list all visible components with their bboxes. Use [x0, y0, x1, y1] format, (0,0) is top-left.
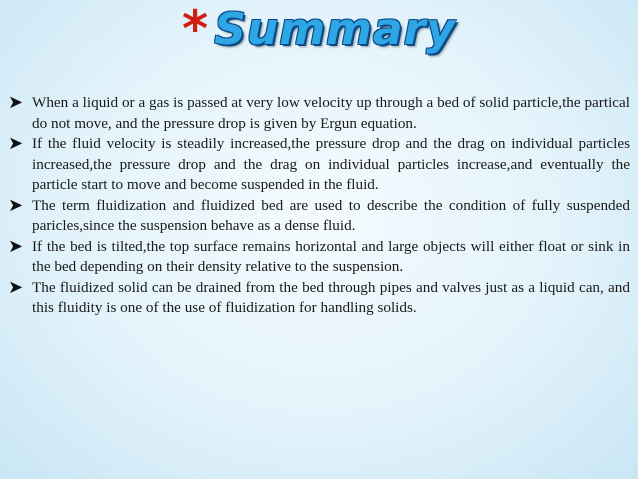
arrowhead-bullet-icon: ➤ — [8, 276, 24, 298]
slide-title-area — [0, 2, 638, 64]
bullet-text: The term fluidization and fluidized bed are used to describe the condition of fully suspended paricles,since the suspension behave as a dense fluid. — [32, 196, 630, 234]
title-star-icon: * — [182, 0, 209, 58]
slide-title: Summary — [214, 4, 456, 55]
arrowhead-bullet-icon: ➤ — [8, 133, 24, 154]
arrowhead-bullet-icon: ➤ — [8, 235, 24, 257]
bullet-item — [8, 278, 630, 319]
arrowhead-bullet-icon: ➤ — [8, 194, 24, 216]
arrowhead-bullet-icon: ➤ — [8, 92, 24, 113]
bullet-text: If the fluid velocity is steadily increased,the pressure drop and the drag on individual particles increased,the pressure drop and the drag on individual particles increase,and eventually the particle start to move and become suspended in the fluid. — [32, 135, 630, 193]
bullet-text: When a liquid or a gas is passed at very low velocity up through a bed of solid particle,the partical do not move, and the pressure drop is given by Ergun equation. — [32, 94, 630, 132]
bullet-item — [8, 196, 630, 237]
bullet-text: The fluidized solid can be drained from the bed through pipes and valves just as a liquid can, and this fluidity is one of the use of fluidization for handling solids. — [32, 278, 630, 316]
bullet-item — [8, 93, 630, 134]
bullet-item — [8, 237, 630, 278]
bullet-list — [8, 93, 630, 319]
bullet-text: If the bed is tilted,the top surface remains horizontal and large objects will either float or sink in the bed depending on their density relative to the suspension. — [32, 237, 630, 275]
bullet-item — [8, 134, 630, 196]
